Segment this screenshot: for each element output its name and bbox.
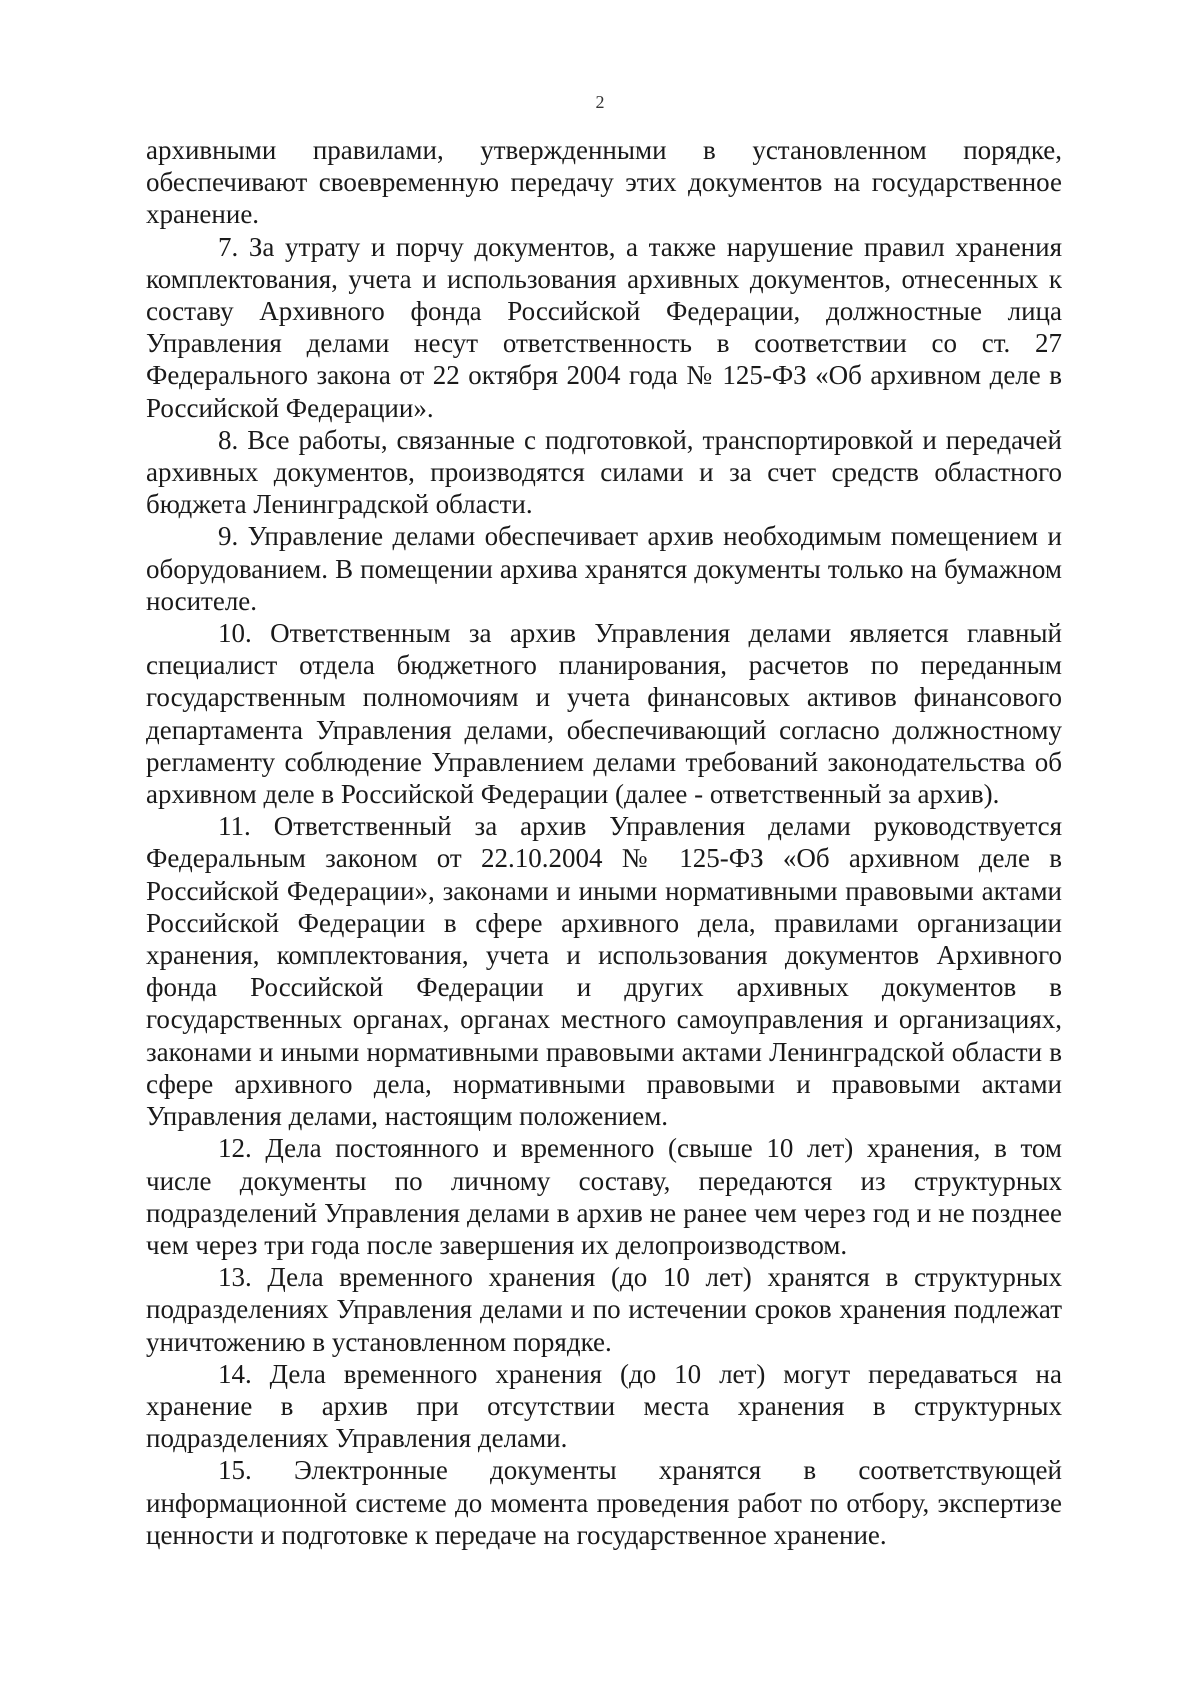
paragraph-14: 14. Дела временного хранения (до 10 лет) могут передаваться на хранение в архив при отсутствии места хранения в структурных подразделениях Управления делами.: [146, 1358, 1062, 1454]
paragraph-9: 9. Управление делами обеспечивает архив необходимым помещением и оборудованием. В помещении архива хранятся документы только на бумажном носителе.: [146, 521, 1062, 616]
paragraph-10: 10. Ответственным за архив Управления делами является главный специалист отдела бюджетного планирования, расчетов по переданным государственным полномочиям и учета финансовых активов финансового департамента Управления делами, обеспечивающий согласно должностному регламенту соблюдение Управлением делами требований законодательства об архивном деле в Российской Федерации (далее - ответственный за архив).: [146, 618, 1062, 810]
paragraph-7: 7. За утрату и порчу документов, а также нарушение правил хранения комплектования, учета и использования архивных документов, отнесенных к составу Архивного фонда Российской Федерации, должностные лица Управления делами несут ответственность в соответствии со ст. 27 Федерального закона от 22 октября 2004 года № 125-ФЗ «Об архивном деле в Российской Федерации».: [146, 231, 1062, 423]
paragraph-11: 11. Ответственный за архив Управления делами руководствуется Федеральным законом от 22.10.2004 № 125-ФЗ «Об архивном деле в Российской Федерации», законами и иными нормативными правовыми актами Российской Федерации в сфере архивного дела, правилами организации хранения, комплектования, учета и использования документов Архивного фонда Российской Федерации и других архивных документов в государственных органах, органах местного самоуправления и организациях, законами и иными нормативными правовыми актами Ленинградской области в сфере архивного дела, нормативными правовыми и правовыми актами Управления делами, настоящим положением.: [146, 811, 1062, 1132]
paragraph-13: 13. Дела временного хранения (до 10 лет) хранятся в структурных подразделениях Управления делами и по истечении сроков хранения подлежат уничтожению в установленном порядке.: [146, 1262, 1062, 1357]
page-number: 2: [595, 92, 605, 112]
document-body: [146, 134, 1062, 1551]
paragraph-continuation: архивными правилами, утвержденными в установленном порядке, обеспечивают своевременную передачу этих документов на государственное хранение.: [146, 135, 1062, 230]
paragraph-12: 12. Дела постоянного и временного (свыше 10 лет) хранения, в том числе документы по личному составу, передаются из структурных подразделений Управления делами в архив не ранее чем через год и не позднее чем через три года после завершения их делопроизводством.: [146, 1133, 1062, 1260]
paragraph-15: 15. Электронные документы хранятся в соответствующей информационной системе до момента проведения работ по отбору, экспертизе ценности и подготовке к передаче на государственное хранение.: [146, 1455, 1062, 1550]
paragraph-8: 8. Все работы, связанные с подготовкой, транспортировкой и передачей архивных документов, производятся силами и за счет средств областного бюджета Ленинградской области.: [146, 424, 1062, 520]
